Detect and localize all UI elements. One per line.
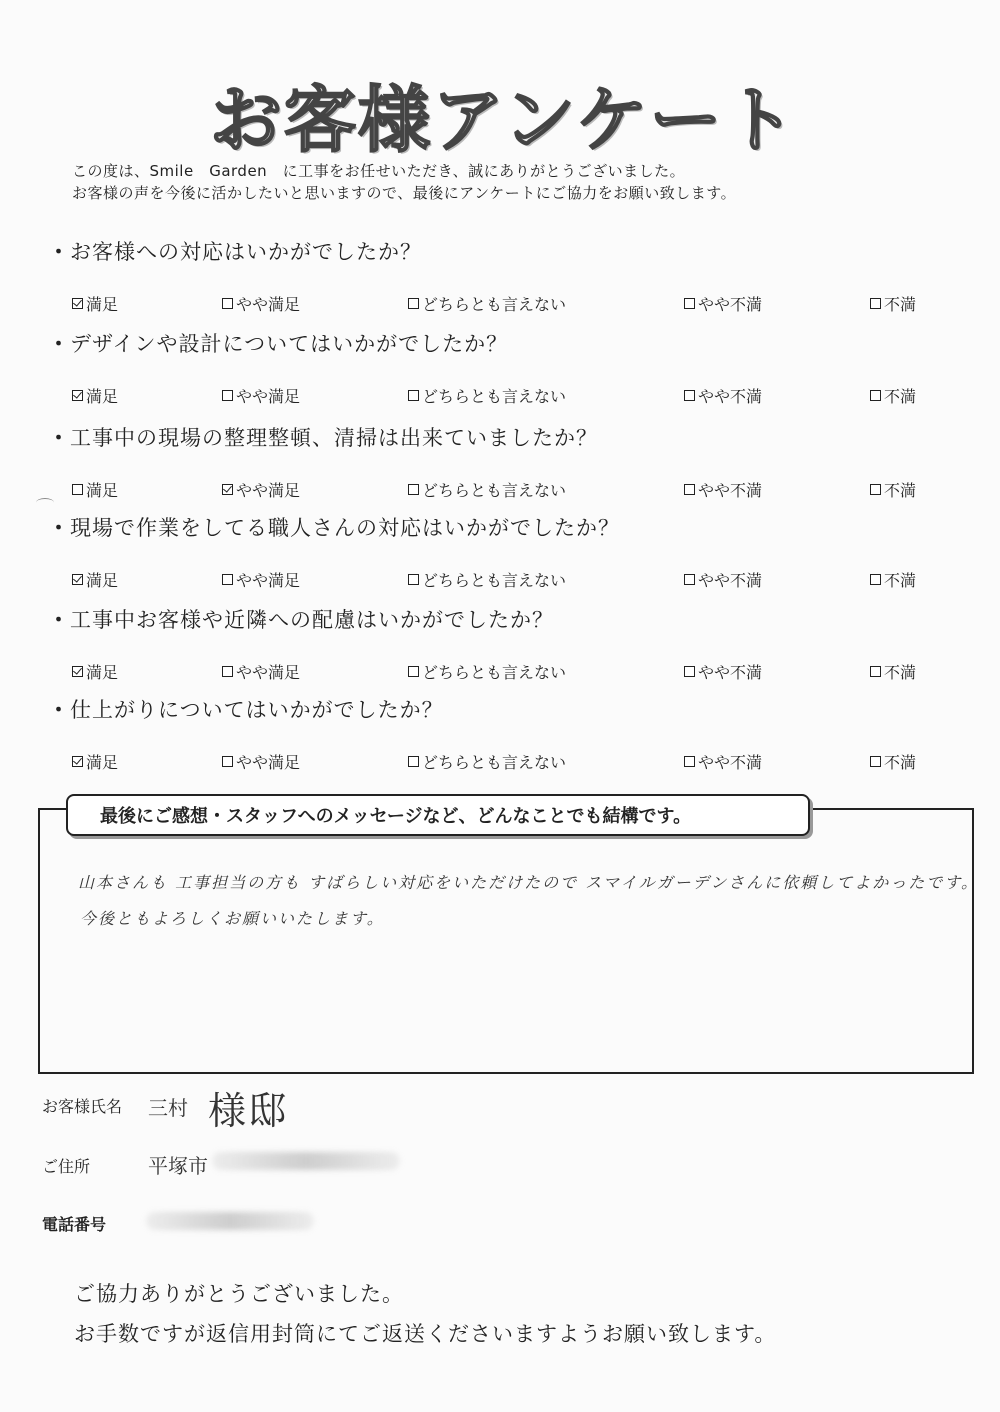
redacted-address bbox=[212, 1152, 400, 1170]
q3-option-4[interactable] bbox=[684, 478, 762, 501]
option-label: 満足 bbox=[86, 663, 119, 682]
option-label: どちらとも言えない bbox=[422, 481, 567, 500]
option-label: 不満 bbox=[884, 571, 917, 590]
q1-option-1[interactable] bbox=[72, 292, 118, 315]
checkbox-icon[interactable] bbox=[870, 574, 881, 585]
intro-line-1: この度は、Smile Garden に工事をお任せいただき、誠にありがとうございました。 bbox=[72, 162, 686, 180]
checked-checkbox-icon[interactable] bbox=[72, 298, 83, 309]
checkbox-icon[interactable] bbox=[222, 756, 233, 767]
option-label: どちらとも言えない bbox=[422, 387, 567, 406]
option-label: 不満 bbox=[884, 295, 917, 314]
checked-checkbox-icon[interactable] bbox=[222, 484, 233, 495]
checkbox-icon[interactable] bbox=[72, 484, 83, 495]
q2-option-4[interactable] bbox=[684, 384, 762, 407]
checked-checkbox-icon[interactable] bbox=[72, 756, 83, 767]
checkbox-icon[interactable] bbox=[870, 298, 881, 309]
option-label: やや不満 bbox=[698, 663, 763, 682]
option-label: 満足 bbox=[86, 481, 119, 500]
option-label: やや満足 bbox=[236, 387, 301, 406]
message-header: 最後にご感想・スタッフへのメッセージなど、どんなことでも結構です。 bbox=[66, 794, 810, 836]
phone-label: 電話番号 bbox=[42, 1215, 107, 1234]
q4-option-4[interactable] bbox=[684, 568, 762, 591]
q5-option-2[interactable] bbox=[222, 660, 300, 683]
checkbox-icon[interactable] bbox=[222, 666, 233, 677]
q2-option-3[interactable] bbox=[408, 384, 566, 407]
checkbox-icon[interactable] bbox=[684, 298, 695, 309]
name-value: 三村 bbox=[148, 1096, 188, 1120]
q2-option-5[interactable] bbox=[870, 384, 916, 407]
q6-option-2[interactable] bbox=[222, 750, 300, 773]
checkbox-icon[interactable] bbox=[408, 666, 419, 677]
checkbox-icon[interactable] bbox=[684, 574, 695, 585]
honorific: 様邸 bbox=[208, 1089, 289, 1133]
q5-option-1[interactable] bbox=[72, 660, 118, 683]
option-label: やや満足 bbox=[236, 571, 301, 590]
q4-option-5[interactable] bbox=[870, 568, 916, 591]
q5-option-4[interactable] bbox=[684, 660, 762, 683]
q1-option-4[interactable] bbox=[684, 292, 762, 315]
closing-text bbox=[74, 1274, 776, 1354]
scan-mark bbox=[36, 498, 54, 507]
question-text: 現場で作業をしてる職人さんの対応はいかがでしたか？ bbox=[70, 516, 620, 540]
checkbox-icon[interactable] bbox=[684, 666, 695, 677]
question-text: デザインや設計についてはいかがでしたか？ bbox=[70, 332, 509, 356]
option-label: どちらとも言えない bbox=[422, 571, 567, 590]
question-4 bbox=[48, 512, 620, 542]
redacted-phone bbox=[146, 1212, 314, 1230]
question-6 bbox=[48, 694, 444, 724]
option-label: やや不満 bbox=[698, 295, 763, 314]
q5-option-5[interactable] bbox=[870, 660, 916, 683]
checkbox-icon[interactable] bbox=[408, 756, 419, 767]
q1-option-3[interactable] bbox=[408, 292, 566, 315]
question-text: お客様への対応はいかがでしたか？ bbox=[70, 240, 422, 264]
option-label: やや不満 bbox=[698, 571, 763, 590]
intro-text bbox=[72, 160, 736, 204]
option-label: やや満足 bbox=[236, 753, 301, 772]
q6-option-4[interactable] bbox=[684, 750, 762, 773]
survey-title: お客様アンケート bbox=[210, 78, 798, 162]
option-label: 不満 bbox=[884, 481, 917, 500]
checkbox-icon[interactable] bbox=[222, 298, 233, 309]
question-text: 工事中の現場の整理整頓、清掃は出来ていましたか？ bbox=[70, 426, 598, 450]
q6-option-5[interactable] bbox=[870, 750, 916, 773]
q3-option-2[interactable] bbox=[222, 478, 300, 501]
option-label: どちらとも言えない bbox=[422, 753, 567, 772]
question-bullet: ・ bbox=[48, 698, 70, 722]
option-label: 満足 bbox=[86, 571, 119, 590]
option-label: 不満 bbox=[884, 663, 917, 682]
option-label: どちらとも言えない bbox=[422, 663, 567, 682]
closing-line-2: お手数ですが返信用封筒にてご返送くださいますようお願い致します。 bbox=[74, 1322, 777, 1346]
checkbox-icon[interactable] bbox=[222, 390, 233, 401]
checkbox-icon[interactable] bbox=[408, 484, 419, 495]
checkbox-icon[interactable] bbox=[870, 484, 881, 495]
q4-option-2[interactable] bbox=[222, 568, 300, 591]
checkbox-icon[interactable] bbox=[222, 574, 233, 585]
checked-checkbox-icon[interactable] bbox=[72, 390, 83, 401]
message-box bbox=[38, 808, 974, 1074]
question-3 bbox=[48, 422, 598, 452]
checkbox-icon[interactable] bbox=[870, 390, 881, 401]
question-bullet: ・ bbox=[48, 240, 70, 264]
option-label: 不満 bbox=[884, 753, 917, 772]
q3-option-1[interactable] bbox=[72, 478, 118, 501]
q1-option-2[interactable] bbox=[222, 292, 300, 315]
q4-option-1[interactable] bbox=[72, 568, 118, 591]
option-label: やや不満 bbox=[698, 481, 763, 500]
option-label: どちらとも言えない bbox=[422, 295, 567, 314]
checkbox-icon[interactable] bbox=[870, 666, 881, 677]
option-label: やや満足 bbox=[236, 663, 301, 682]
option-label: 不満 bbox=[884, 387, 917, 406]
address-value: 平塚市 bbox=[148, 1154, 208, 1178]
option-label: 満足 bbox=[86, 753, 119, 772]
option-label: 満足 bbox=[86, 295, 119, 314]
question-text: 仕上がりについてはいかがでしたか？ bbox=[70, 698, 444, 722]
option-label: やや不満 bbox=[698, 753, 763, 772]
question-bullet: ・ bbox=[48, 516, 70, 540]
q5-option-3[interactable] bbox=[408, 660, 566, 683]
message-line-1: 山本さんも 工事担当の方も すばらしい対応をいただけたので スマイルガーデンさんに依頼してよかったです。 bbox=[78, 873, 980, 892]
message-line-2: 今後ともよろしくお願いいたします。 bbox=[80, 909, 385, 928]
q6-option-1[interactable] bbox=[72, 750, 118, 773]
checkbox-icon[interactable] bbox=[870, 756, 881, 767]
intro-line-2: お客様の声を今後に活かしたいと思いますので、最後にアンケートにご協力をお願い致します。 bbox=[72, 184, 737, 202]
name-label: お客様氏名 bbox=[42, 1097, 123, 1116]
question-1 bbox=[48, 236, 422, 266]
question-bullet: ・ bbox=[48, 608, 70, 632]
checked-checkbox-icon[interactable] bbox=[72, 574, 83, 585]
option-label: 満足 bbox=[86, 387, 119, 406]
question-2 bbox=[48, 328, 508, 358]
q1-option-5[interactable] bbox=[870, 292, 916, 315]
question-text: 工事中お客様や近隣への配慮はいかがでしたか？ bbox=[70, 608, 554, 632]
q2-option-2[interactable] bbox=[222, 384, 300, 407]
question-bullet: ・ bbox=[48, 332, 70, 356]
checkbox-icon[interactable] bbox=[684, 390, 695, 401]
question-5 bbox=[48, 604, 554, 634]
question-bullet: ・ bbox=[48, 426, 70, 450]
closing-line-1: ご協力ありがとうございました。 bbox=[74, 1282, 404, 1306]
checkbox-icon[interactable] bbox=[408, 574, 419, 585]
option-label: やや満足 bbox=[236, 295, 301, 314]
checkbox-icon[interactable] bbox=[408, 390, 419, 401]
checkbox-icon[interactable] bbox=[408, 298, 419, 309]
checkbox-icon[interactable] bbox=[684, 484, 695, 495]
q4-option-3[interactable] bbox=[408, 568, 566, 591]
q3-option-3[interactable] bbox=[408, 478, 566, 501]
checkbox-icon[interactable] bbox=[684, 756, 695, 767]
q6-option-3[interactable] bbox=[408, 750, 566, 773]
q3-option-5[interactable] bbox=[870, 478, 916, 501]
address-label: ご住所 bbox=[42, 1157, 91, 1176]
option-label: やや満足 bbox=[236, 481, 301, 500]
checked-checkbox-icon[interactable] bbox=[72, 666, 83, 677]
q2-option-1[interactable] bbox=[72, 384, 118, 407]
option-label: やや不満 bbox=[698, 387, 763, 406]
